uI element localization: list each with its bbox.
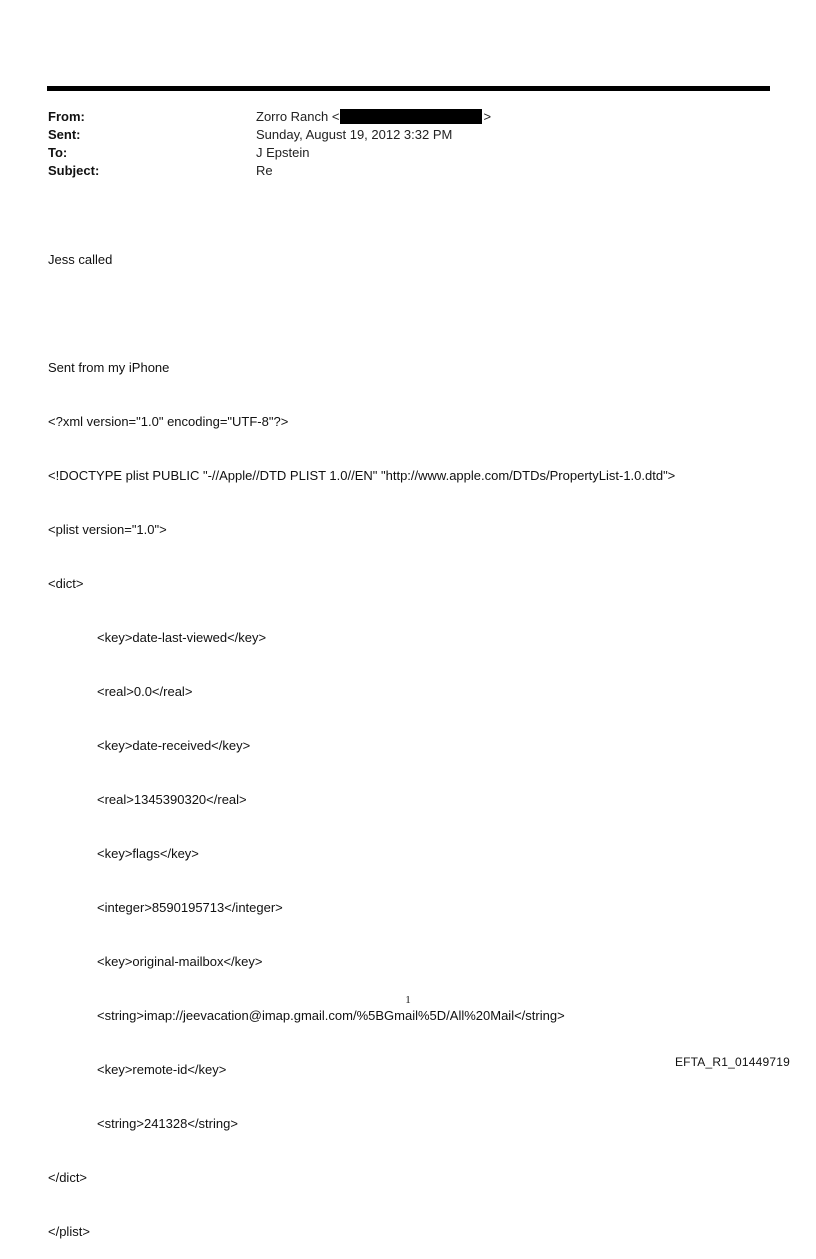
dict-line: <real>1345390320</real> [97, 792, 247, 807]
subject-row [48, 162, 768, 180]
dict-line: <real>0.0</real> [97, 684, 193, 699]
xml-line: <?xml version="1.0" encoding="UTF-8"?> [48, 414, 289, 429]
dict-line: <key>remote-id</key> [97, 1062, 227, 1077]
header-divider [47, 86, 770, 91]
closing-line: </plist> [48, 1224, 90, 1239]
to-row [48, 144, 768, 162]
xml-line: <!DOCTYPE plist PUBLIC "-//Apple//DTD PLIST 1.0//EN" "http://www.apple.com/DTDs/PropertyList-1.0.dtd"> [48, 468, 676, 483]
sent-label: Sent: [48, 127, 81, 142]
from-suffix: > [483, 109, 492, 124]
document-id: EFTA_R1_01449719 [674, 1055, 790, 1069]
sent-row [48, 126, 768, 144]
subject-label: Subject: [48, 163, 100, 178]
closing-line: </dict> [48, 1170, 88, 1185]
email-body [48, 215, 768, 1259]
dict-line: <key>flags</key> [97, 846, 199, 861]
from-label: From: [48, 109, 85, 124]
from-value [256, 108, 491, 126]
subject-value: Re [256, 163, 273, 178]
paragraph-gap [48, 305, 768, 323]
dict-line: <key>date-received</key> [97, 738, 251, 753]
to-value: J Epstein [256, 145, 310, 160]
signature-text: Sent from my iPhone [48, 360, 170, 375]
xml-line: <plist version="1.0"> [48, 522, 167, 537]
from-row [48, 108, 768, 126]
email-header [48, 108, 768, 180]
from-name: Zorro Ranch < [256, 109, 340, 124]
dict-line: <key>original-mailbox</key> [97, 954, 263, 969]
dict-line: <string>imap://jeevacation@imap.gmail.com/%5BGmail%5D/All%20Mail</string> [97, 1008, 565, 1023]
to-label: To: [48, 145, 68, 160]
sent-value: Sunday, August 19, 2012 3:32 PM [256, 127, 453, 142]
dict-line: <key>date-last-viewed</key> [97, 630, 267, 645]
page-number: 1 [405, 994, 411, 1006]
dict-line: <string>241328</string> [97, 1116, 238, 1131]
xml-line: <dict> [48, 576, 84, 591]
redaction-box [340, 109, 482, 124]
dict-line: <integer>8590195713</integer> [97, 900, 283, 915]
message-text: Jess called [48, 252, 113, 267]
